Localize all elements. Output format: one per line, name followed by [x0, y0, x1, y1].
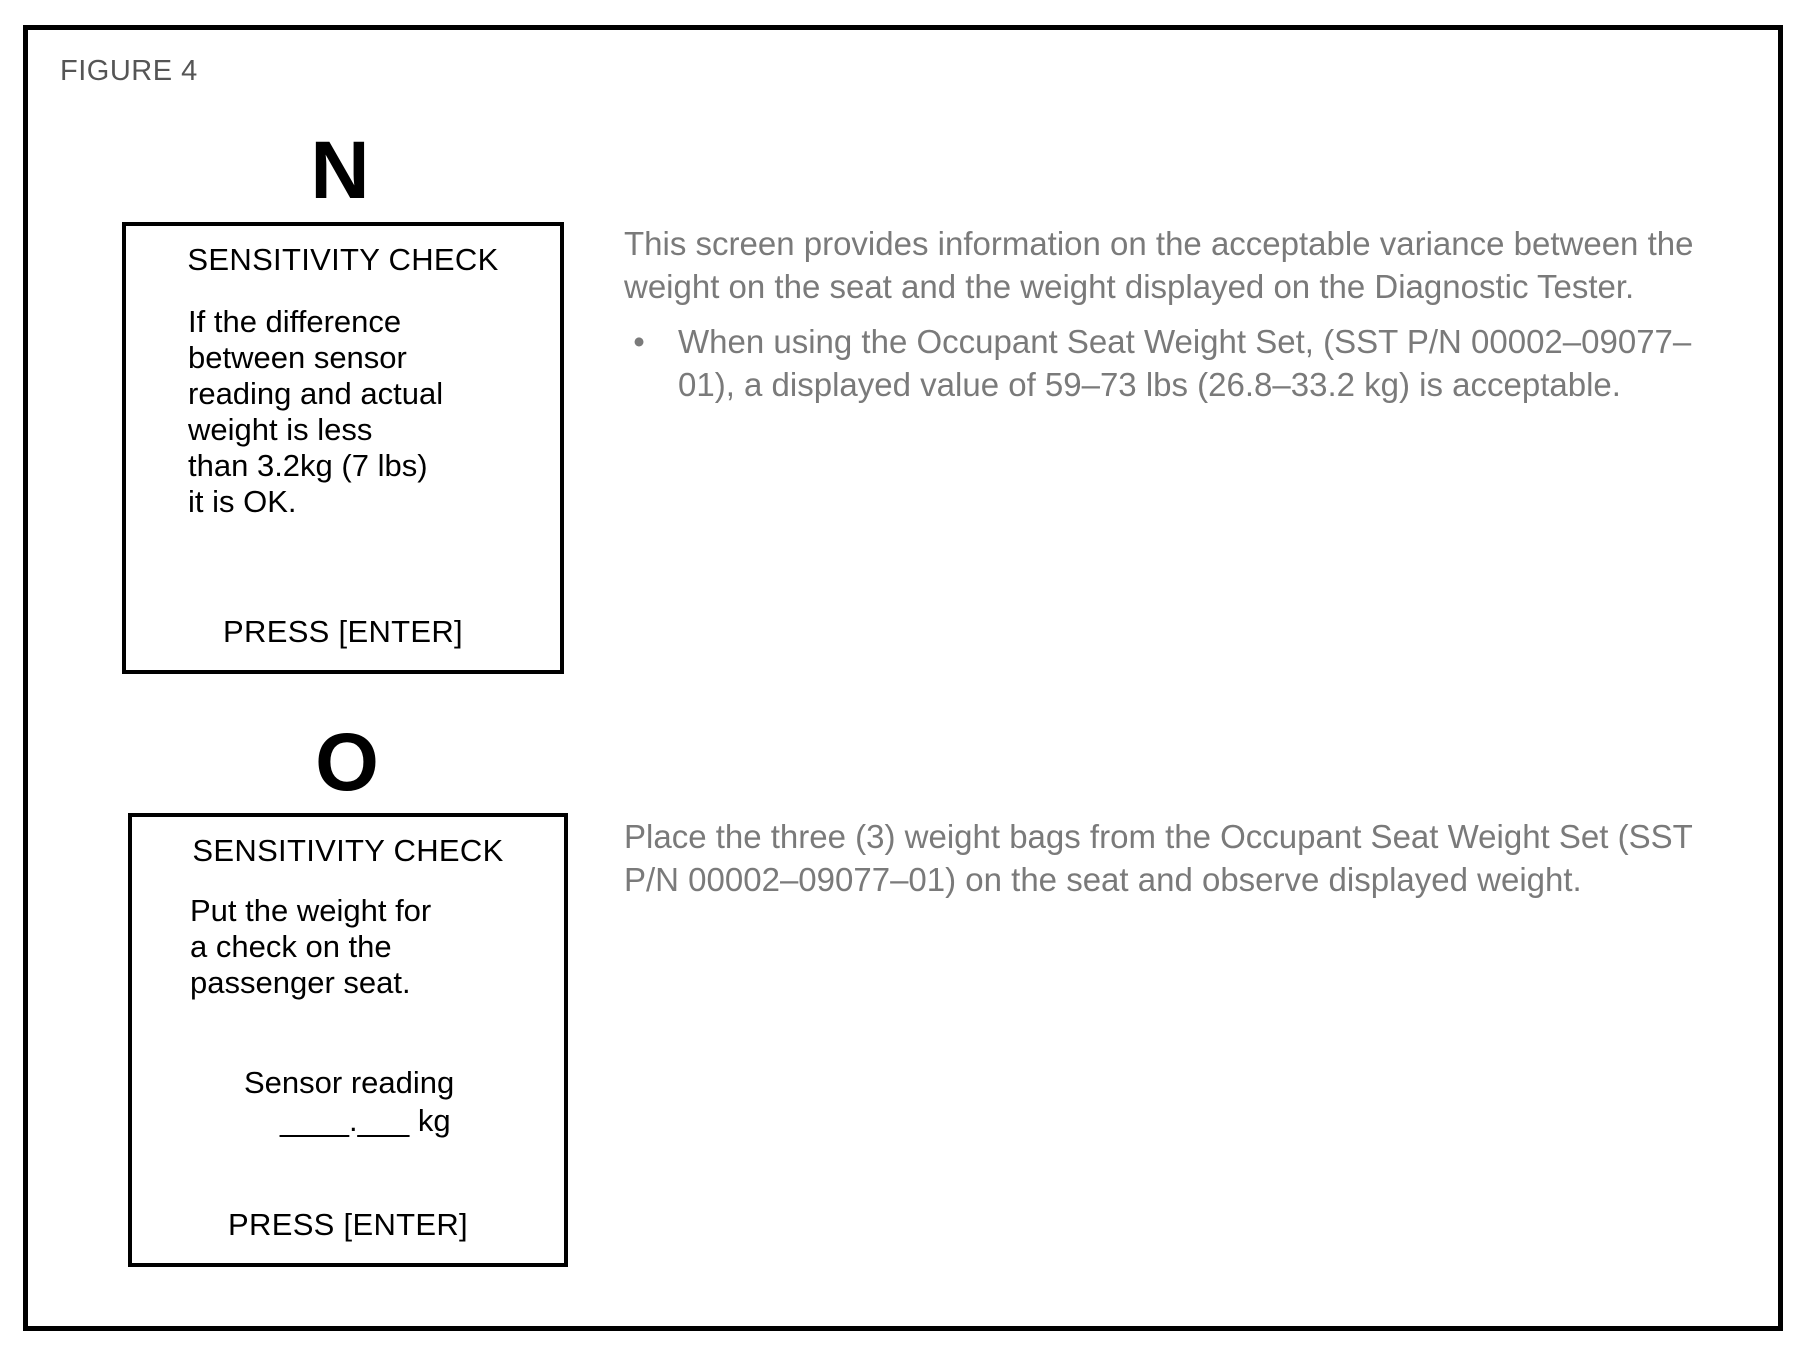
screen-title: SENSITIVITY CHECK [187, 242, 499, 277]
sensor-reading-value: ____.___ kg [280, 1103, 451, 1138]
figure-label: FIGURE 4 [60, 55, 198, 87]
bullet-dot-icon: • [633, 323, 645, 360]
bullet-item [624, 320, 1744, 406]
description-o [624, 815, 1744, 901]
bullet-text: When using the Occupant Seat Weight Set, (SST P/N 00002–09077–01), a displayed value of 59–73 lbs (26.8–33.2 kg) is acceptable. [678, 323, 1692, 403]
description-paragraph: This screen provides information on the acceptable variance between the weight on the seat and the weight displayed on the Diagnostic Tester. [624, 225, 1694, 305]
screen-message: If the difference between sensor reading and actual weight is less than 3.2kg (7 lbs) it is OK. [188, 304, 444, 519]
step-letter-n: N [310, 125, 370, 216]
press-enter-prompt: PRESS [ENTER] [223, 614, 463, 649]
description-n [624, 222, 1744, 406]
tester-screen-sensitivity-check-n [122, 222, 564, 674]
screen-message: Put the weight for a check on the passenger seat. [190, 893, 432, 1000]
screen-title: SENSITIVITY CHECK [192, 833, 504, 868]
step-letter-o: O [315, 717, 379, 808]
sensor-reading-label: Sensor reading [244, 1065, 455, 1100]
press-enter-prompt: PRESS [ENTER] [228, 1207, 468, 1242]
description-paragraph: Place the three (3) weight bags from the Occupant Seat Weight Set (SST P/N 00002–09077–01) on the seat and observe displayed weight. [624, 818, 1693, 898]
tester-screen-sensitivity-check-o [128, 813, 568, 1267]
